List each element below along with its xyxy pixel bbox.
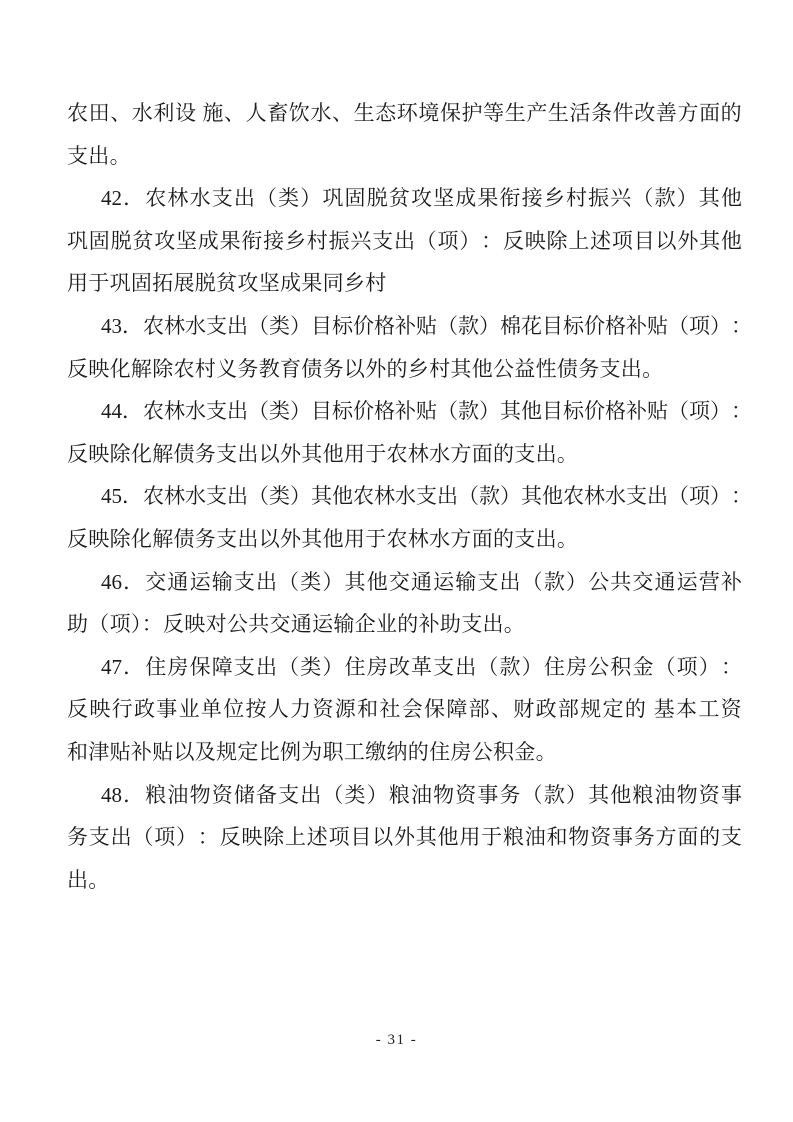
text-line: 反映除化解债务支出以外其他用于农林水方面的支出。 [67,526,579,551]
paragraph-item-42 [67,177,742,305]
text-line: 用于巩固拓展脱贫攻坚成果同乡村 [67,271,387,296]
text-line: 反 映 行 政 事 业 单 位 按 人 力 资 源 和 社 会 保 障 部 、 财 政 部 规 定 的 基 本 工 资 [67,697,742,722]
text-line: 出。 [67,867,110,892]
text-line: 47 ． 住 房 保 障 支 出 （ 类 ） 住 房 改 革 支 出 （ 款 ） 住 房 公 积 金 （ 项 ） ： [101,654,742,679]
text-line: 45 ． 农 林 水 支 出 （ 类 ） 其 他 农 林 水 支 出 （ 款 ） 其 他 农 林 水 支 出 （ 项 ） ： [101,484,752,509]
text-line: 助（项）：反映对公共交通运输企业的补助支出。 [67,612,526,637]
paragraph-item-45 [67,475,752,560]
paragraph-continuation [67,92,742,177]
paragraph-item-46 [67,561,742,646]
text-line: 反映化解除农村义务教育债务以外的乡村其他公益性债务支出。 [67,356,664,381]
paragraph-item-43 [67,305,752,390]
text-line: 46 ． 交 通 运 输 支 出 （ 类 ） 其 他 交 通 运 输 支 出 （ 款 ） 公 共 交 通 运 营 补 [101,569,742,594]
text-line: 反映除化解债务支出以外其他用于农林水方面的支出。 [67,441,579,466]
text-line: 巩 固 脱 贫 攻 坚 成 果 衔 接 乡 村 振 兴 支 出 （ 项 ） ： 反 映 除 上 述 项 目 以 外 其 他 [67,228,742,253]
text-line: 和津贴补贴以及规定比例为职工缴纳的住房公积金。 [67,739,557,764]
text-line: 务 支 出 （ 项 ） ： 反 映 除 上 述 项 目 以 外 其 他 用 于 粮 油 和 物 资 事 务 方 面 的 支 [67,825,742,850]
text-line: 支出。 [67,143,131,168]
text-line: 42 ． 农 林 水 支 出 （ 类 ） 巩 固 脱 贫 攻 坚 成 果 衔 接 乡 村 振 兴 （ 款 ） 其 他 [101,186,742,211]
page-number: - 31 - [375,1032,418,1048]
paragraph-item-48 [67,774,742,902]
paragraph-item-47 [67,646,742,774]
text-line: 44 ． 农 林 水 支 出 （ 类 ） 目 标 价 格 补 贴 （ 款 ） 其 他 目 标 价 格 补 贴 （ 项 ） ： [101,399,752,424]
paragraph-item-44 [67,390,752,475]
body-text [67,92,752,901]
text-line: 48 ． 粮 油 物 资 储 备 支 出 （ 类 ） 粮 油 物 资 事 务 （ 款 ） 其 他 粮 油 物 资 事 [101,782,742,807]
text-line: 43 ． 农 林 水 支 出 （ 类 ） 目 标 价 格 补 贴 （ 款 ） 棉 花 目 标 价 格 补 贴 （ 项 ） ： [101,313,752,338]
text-line: 农 田 、 水 利 设 施 、 人 畜 饮 水 、 生 态 环 境 保 护 等 生 产 生 活 条 件 改 善 方 面 的 [67,101,742,125]
